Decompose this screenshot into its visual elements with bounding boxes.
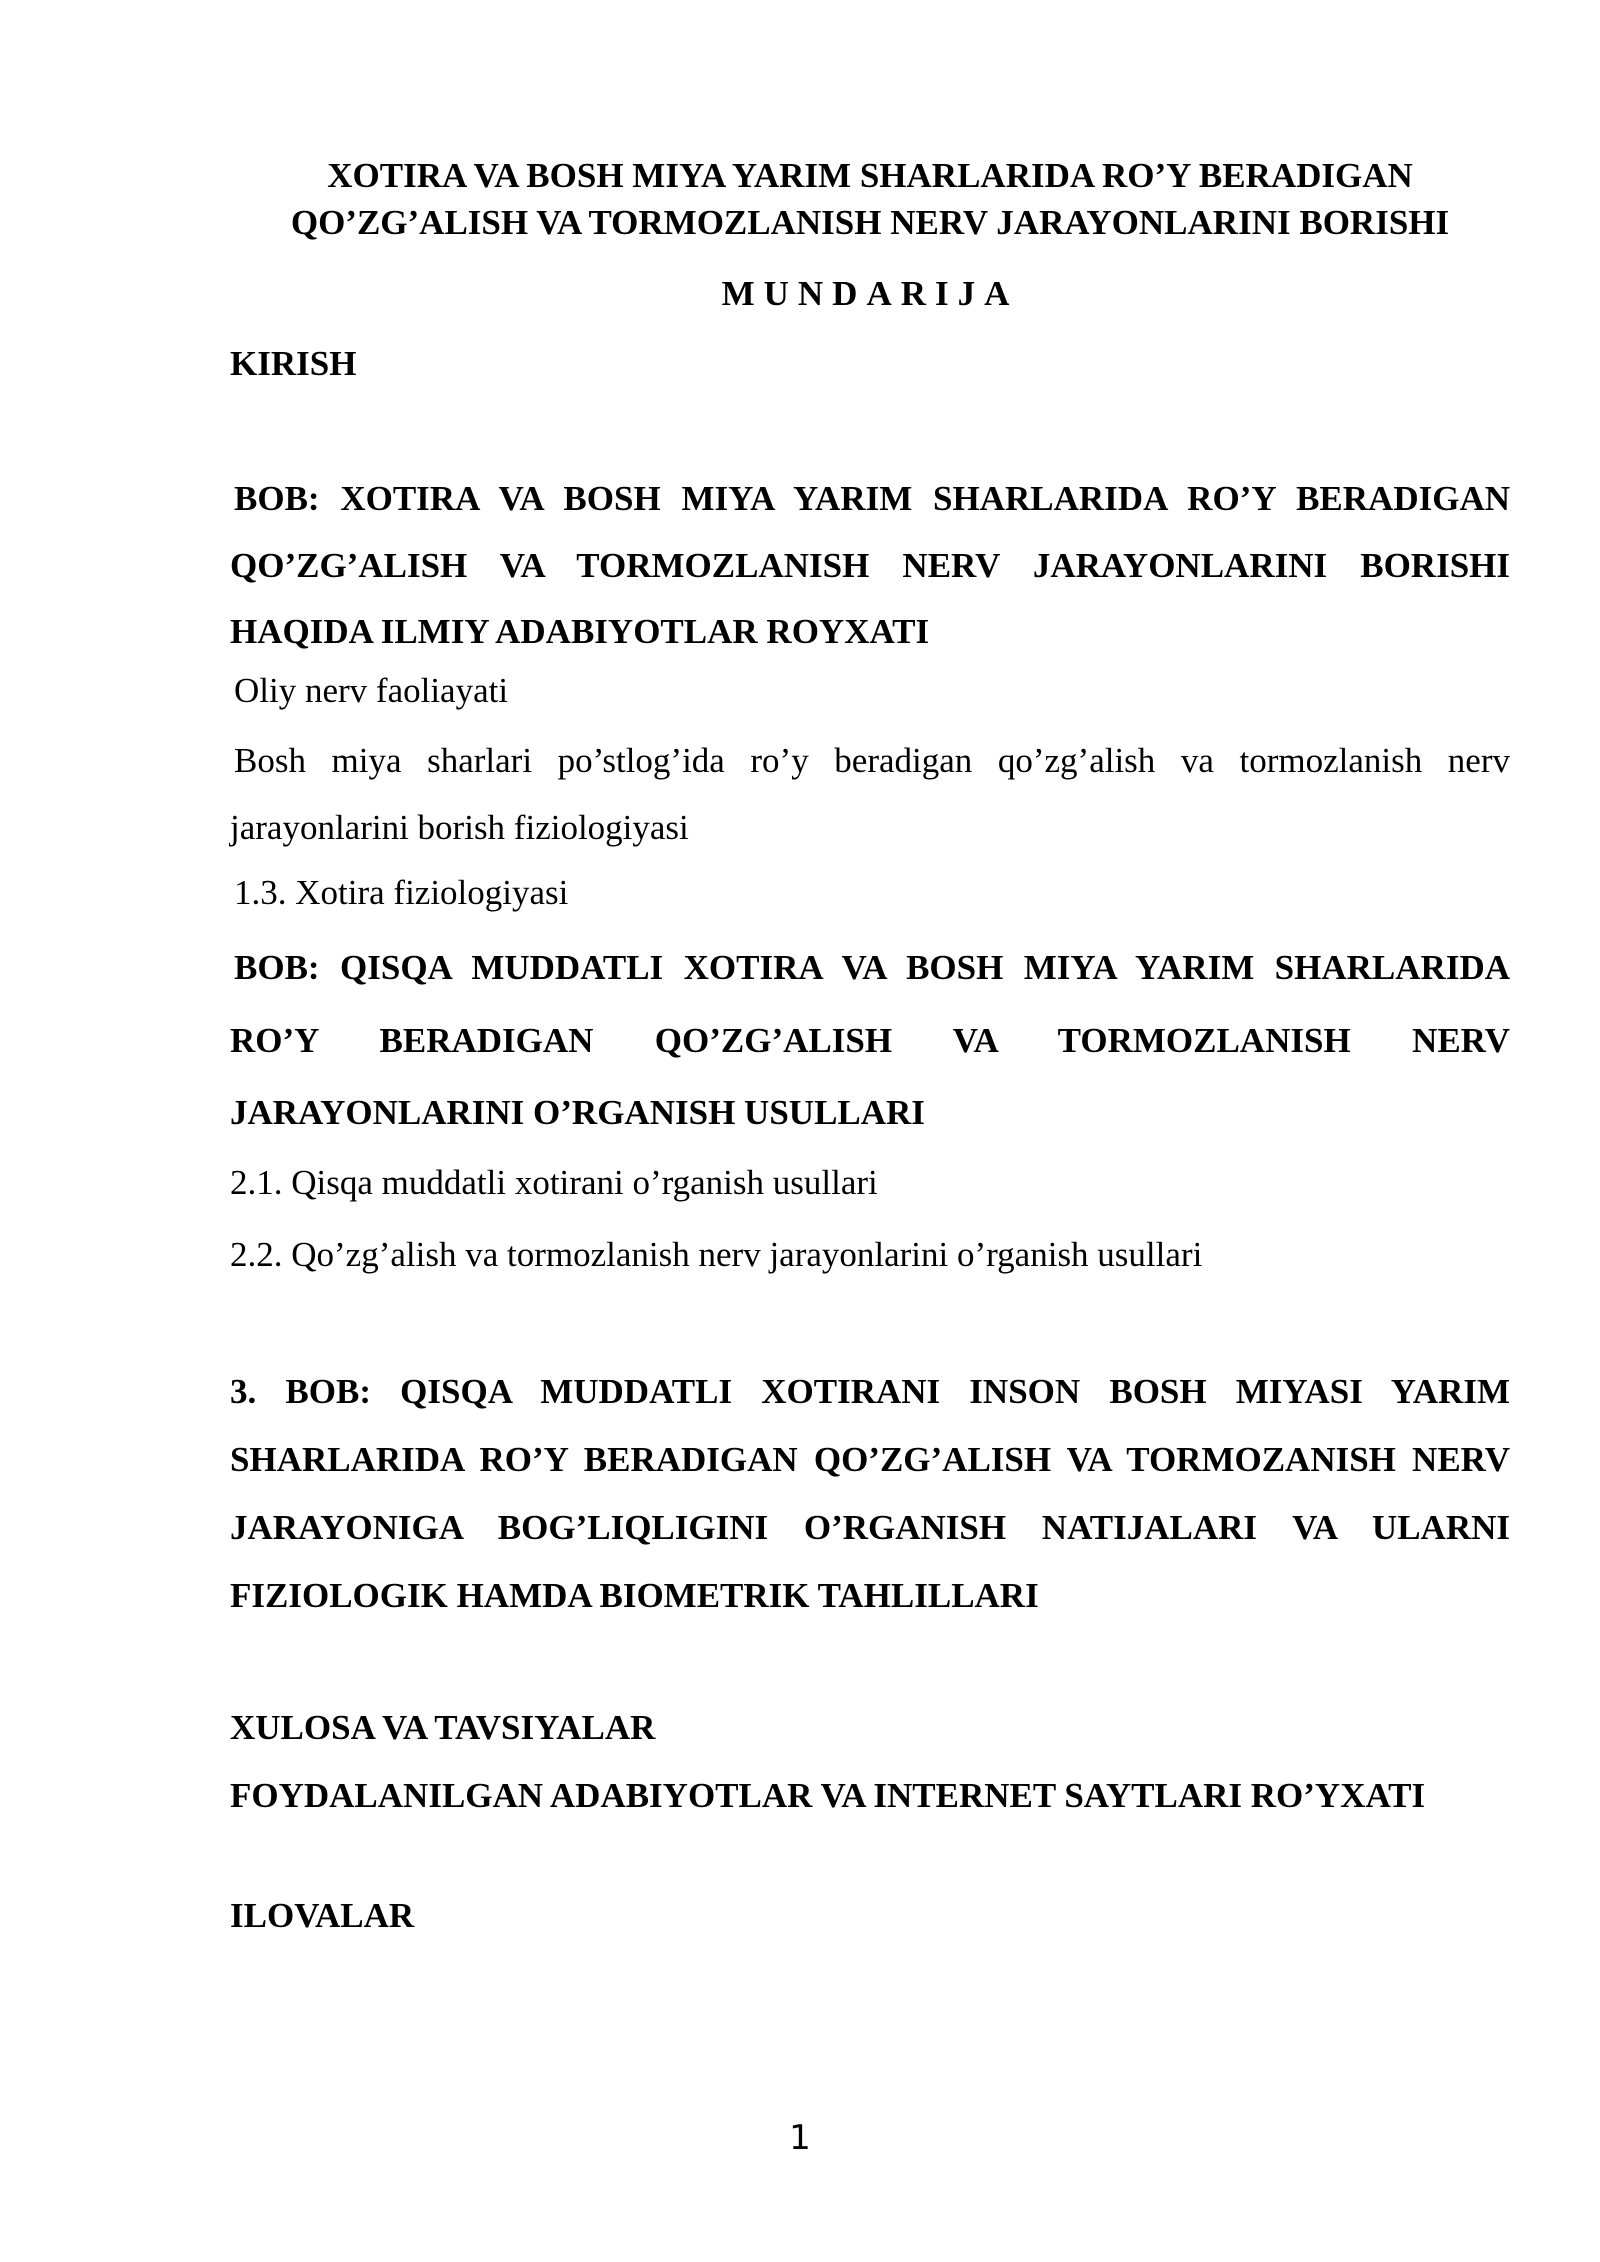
toc-section-1-1 <box>230 666 1510 717</box>
toc-entry-appendices: ILOVALAR <box>230 1896 415 1935</box>
document-title-line-1: XOTIRA VA BOSH MIYA YARIM SHARLARIDA RO’Y BERADIGAN <box>327 156 1413 195</box>
toc-heading: MUNDARIJA <box>721 274 1019 313</box>
document-title-line-2: QO’ZG’ALISH VA TORMOZLANISH NERV JARAYONLARINI BORISHI <box>290 203 1450 242</box>
section-1-2-title: Bosh miya sharlari po’stlog’ida ro’y beradigan qo’zg’alish va tormozlanish nerv jarayonlarini borish fiziologiyasi <box>230 741 1510 847</box>
toc-section-2-1: 2.1. Qisqa muddatli xotirani o’rganish usullari <box>230 1163 878 1202</box>
toc-section-1-2 <box>230 728 1510 861</box>
chapter-1-title: BOB: XOTIRA VA BOSH MIYA YARIM SHARLARIDA RO’Y BERADIGAN QO’ZG’ALISH VA TORMOZLANISH NERV JARAYONLARINI BORISHI HAQIDA ILMIY ADABIYOTLAR ROYXATI <box>230 479 1510 651</box>
section-1-1-title: Oliy nerv faoliayati <box>234 671 509 710</box>
chapter-2-title: BOB: QISQA MUDDATLI XOTIRA VA BOSH MIYA YARIM SHARLARIDA RO’Y BERADIGAN QO’ZG’ALISH VA TORMOZLANISH NERV JARAYONLARINI O’RGANISH USULLARI <box>230 948 1510 1132</box>
toc-section-1-3 <box>230 868 1510 919</box>
toc-entry-conclusions: XULOSA VA TAVSIYALAR <box>230 1708 656 1747</box>
toc-section-2-2: 2.2. Qo’zg’alish va tormozlanish nerv jarayonlarini o’rganish usullari <box>230 1235 1203 1274</box>
toc-chapter-2 <box>230 932 1510 1149</box>
page-number: 1 <box>789 2118 811 2158</box>
toc-entry-intro: KIRISH <box>230 344 357 383</box>
document-title <box>230 152 1510 246</box>
toc-chapter-1 <box>230 466 1510 665</box>
section-1-3-title: 1.3. Xotira fiziologiyasi <box>234 873 569 912</box>
toc-chapter-3: 3. BOB: QISQA MUDDATLI XOTIRANI INSON BOSH MIYASI YARIM SHARLARIDA RO’Y BERADIGAN QO’ZG’ALISH VA TORMOZANISH NERV JARAYONIGA BOG’LIQLIGINI O’RGANISH NATIJALARI VA ULARNI FIZIOLOGIK HAMDA BIOMETRIK TAHLILLARI <box>230 1372 1510 1615</box>
toc-entry-references: FOYDALANILGAN ADABIYOTLAR VA INTERNET SAYTLARI RO’YXATI <box>230 1776 1426 1815</box>
